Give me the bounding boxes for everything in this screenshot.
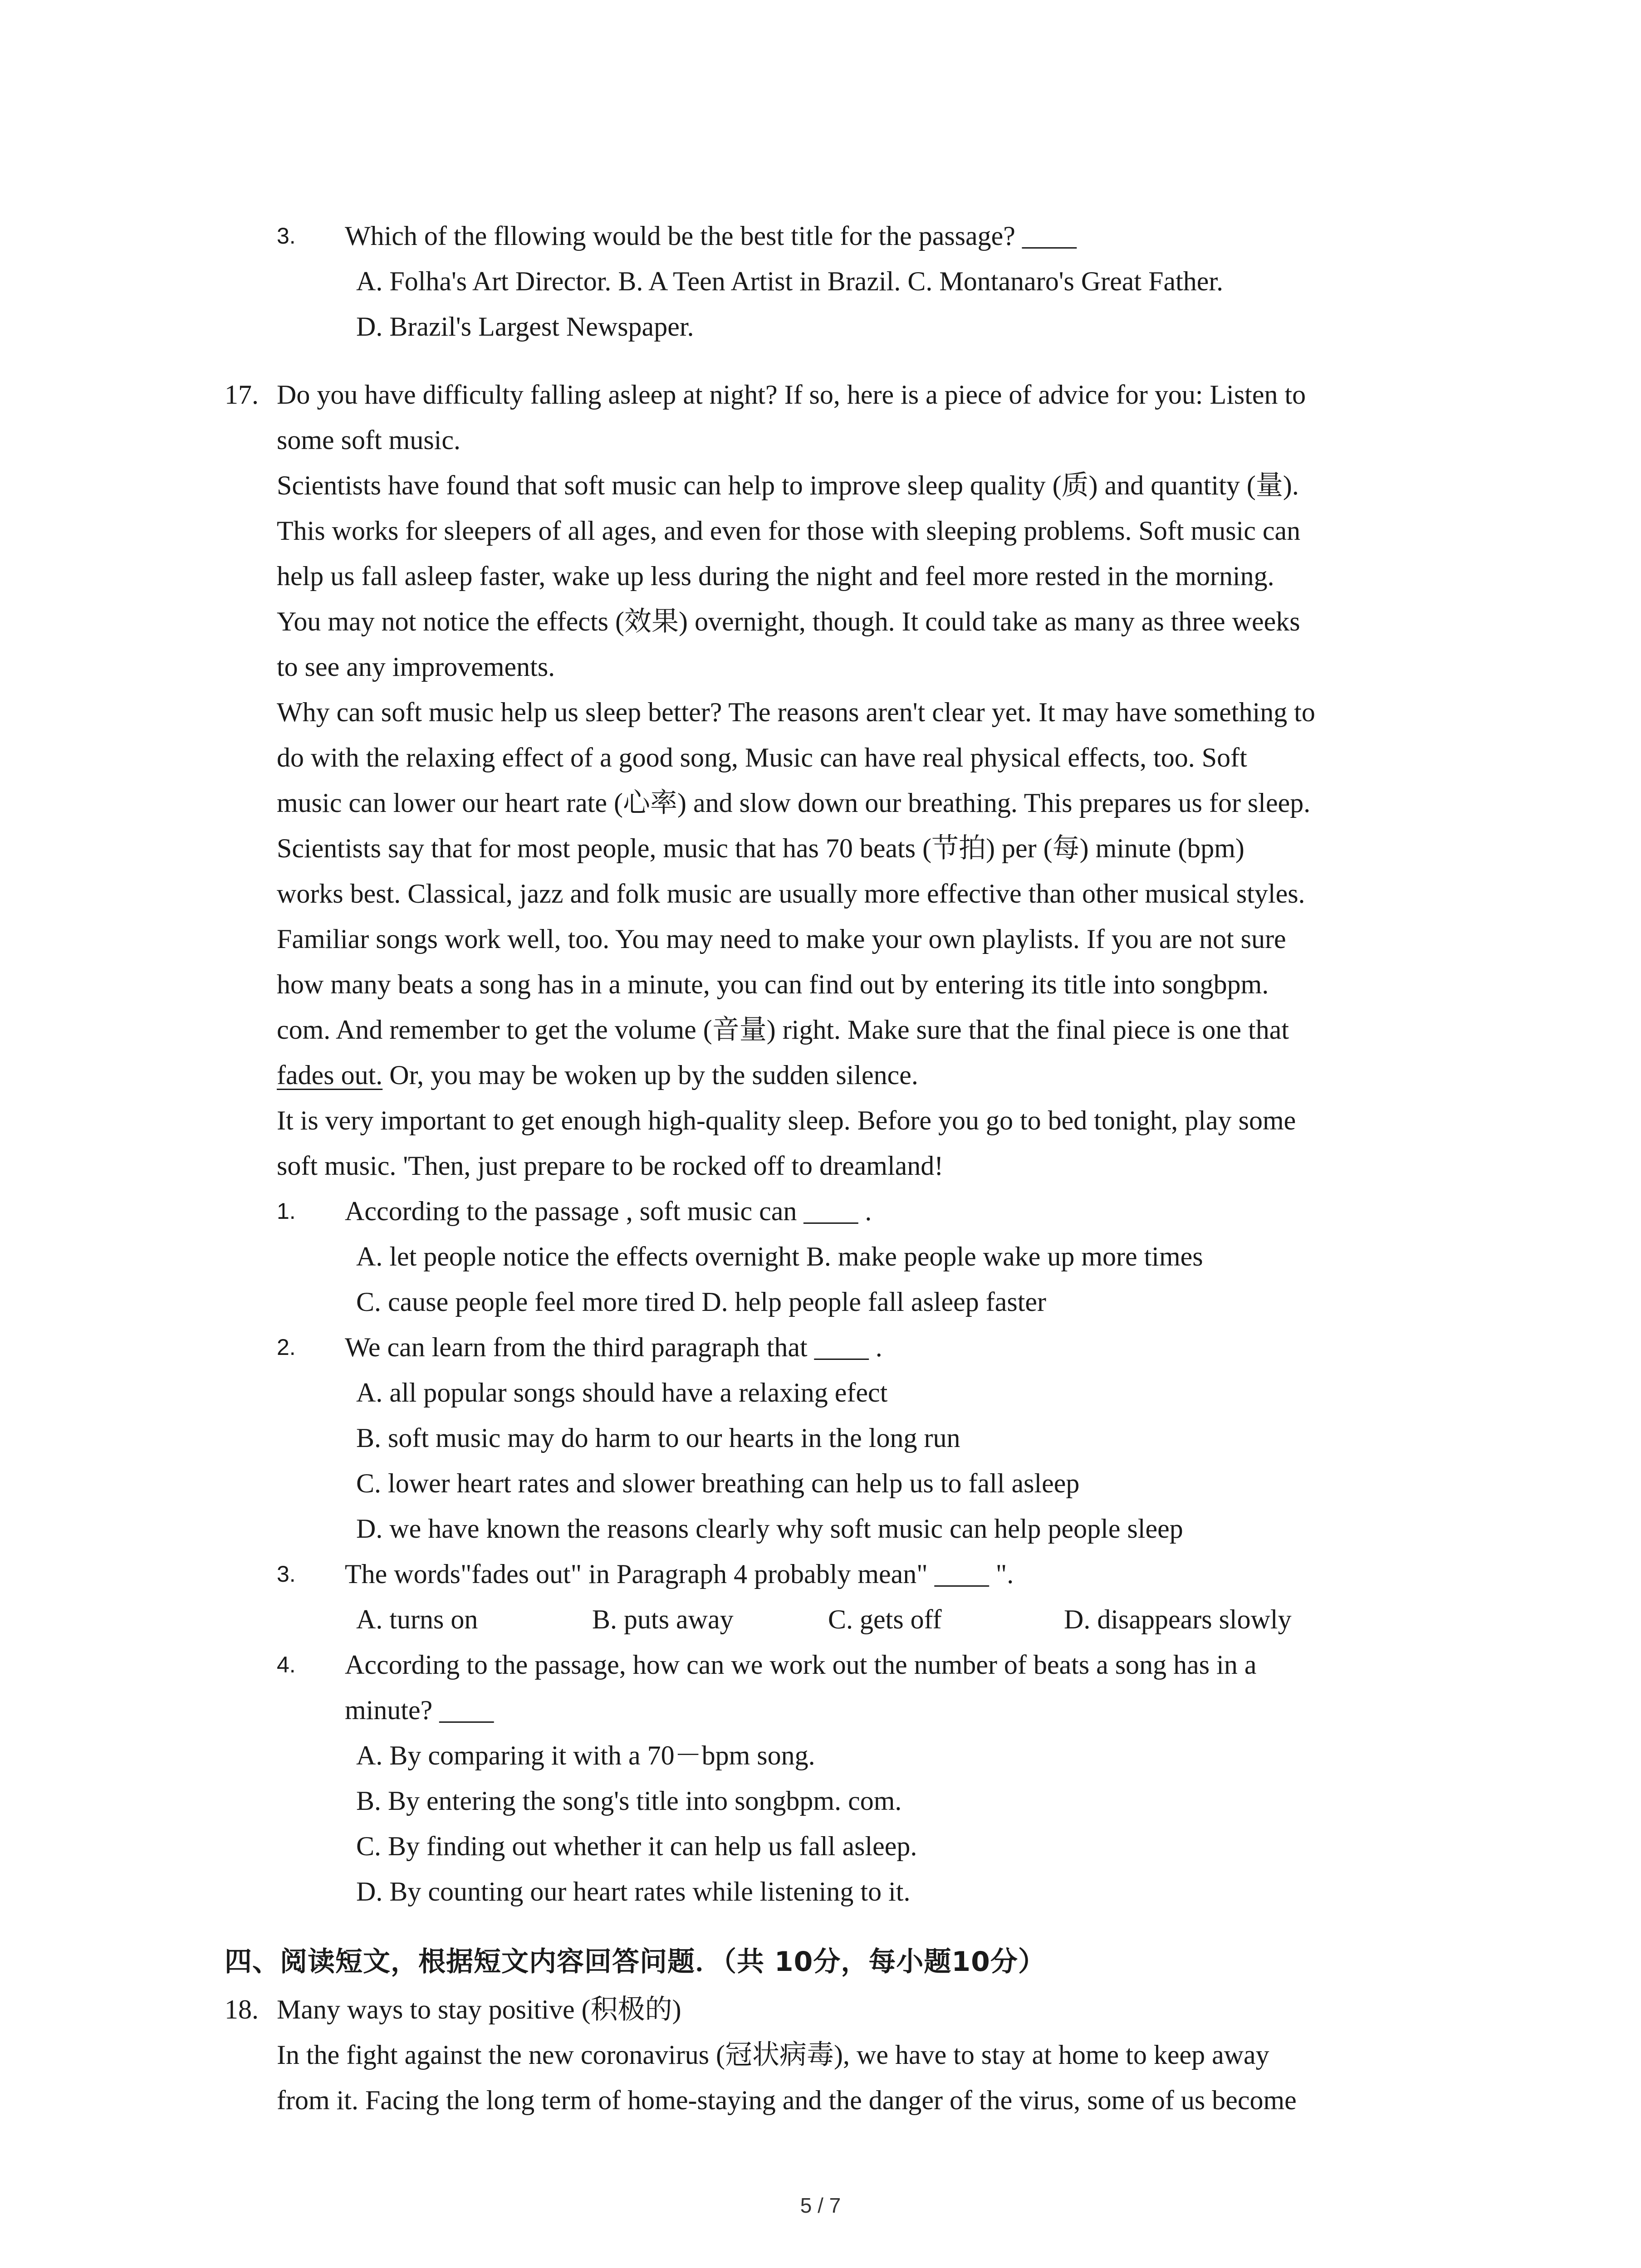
q17-line: do with the relaxing effect of a good song, Music can have real physical effects, too. Soft	[277, 743, 1247, 772]
q16-sub3-number: 3.	[277, 223, 296, 249]
q17-line: how many beats a song has in a minute, you can find out by entering its title into songbpm.	[277, 969, 1269, 999]
q17-sub2-option-c: C. lower heart rates and slower breathing can help us to fall asleep	[356, 1468, 1080, 1498]
q16-sub3	[225, 213, 1450, 259]
q18-title: Many ways to stay positive (积极的)	[277, 1994, 681, 2024]
q17-sub3-option-c: C. gets off	[828, 1604, 942, 1634]
page-number: 5 / 7	[800, 2194, 841, 2217]
q17-sub1-number: 1.	[277, 1198, 296, 1224]
section-heading: 四、阅读短文，根据短文内容回答问题．（共 10分，每小题10分）	[225, 1946, 1046, 1978]
q17-line: help us fall asleep faster, wake up less during the night and feel more rested in the morning.	[277, 561, 1274, 591]
underlined-phrase: fades out.	[277, 1060, 383, 1090]
q16-sub3-options-1: A. Folha's Art Director. B. A Teen Artist in Brazil. C. Montanaro's Great Father.	[356, 266, 1224, 296]
q17-sub3-number: 3.	[277, 1561, 296, 1587]
q17-sub2-option-b: B. soft music may do harm to our hearts in the long run	[356, 1423, 960, 1453]
q17-sub4-number: 4.	[277, 1652, 296, 1677]
q17-sub4-option-c: C. By finding out whether it can help us fall asleep.	[356, 1831, 917, 1861]
q18-number: 18.	[225, 1994, 259, 2024]
q17-line: Familiar songs work well, too. You may need to make your own playlists. If you are not sure	[277, 924, 1286, 954]
q17-sub2	[225, 1325, 1450, 1370]
q17-sub2-number: 2.	[277, 1334, 296, 1360]
q17-line: Why can soft music help us sleep better? The reasons aren't clear yet. It may have something to	[277, 697, 1315, 727]
q17-sub3-option-a: A. turns on	[356, 1604, 478, 1634]
q17-sub4-stem: According to the passage, how can we work out the number of beats a song has in a	[345, 1650, 1257, 1680]
q17-sub3-option-d: D. disappears slowly	[1064, 1604, 1292, 1634]
q17-line: It is very important to get enough high-quality sleep. Before you go to bed tonight, play some	[277, 1105, 1296, 1135]
q17-sub1-stem: According to the passage , soft music can ____ .	[345, 1196, 872, 1226]
q18-line: from it. Facing the long term of home-staying and the danger of the virus, some of us become	[277, 2085, 1297, 2115]
q17-sub4-stem-cont: minute? ____	[345, 1695, 494, 1725]
q17-line: soft music. 'Then, just prepare to be rocked off to dreamland!	[277, 1151, 944, 1181]
q17-sub1-options-2: C. cause people feel more tired D. help people fall asleep faster	[356, 1287, 1047, 1317]
q17-line-rest: Or, you may be woken up by the sudden silence.	[382, 1060, 918, 1090]
q17-sub4-option-d: D. By counting our heart rates while listening to it.	[356, 1877, 911, 1906]
q17-sub3-option-b: B. puts away	[592, 1604, 734, 1634]
q17-line: music can lower our heart rate (心率) and slow down our breathing. This prepares us for sleep.	[277, 788, 1311, 818]
q17-line: com. And remember to get the volume (音量) right. Make sure that the final piece is one that	[277, 1015, 1289, 1045]
q17-line: Scientists have found that soft music can help to improve sleep quality (质) and quantity (量).	[277, 470, 1299, 500]
q17-sub4-option-b: B. By entering the song's title into songbpm. com.	[356, 1786, 902, 1816]
q16-sub3-options-2: D. Brazil's Largest Newspaper.	[356, 312, 694, 342]
q17-sub1-options-1: A. let people notice the effects overnight B. make people wake up more times	[356, 1242, 1203, 1271]
q17-sub3-stem: The words"fades out" in Paragraph 4 probably mean" ____ ".	[345, 1559, 1014, 1589]
q18-line: In the fight against the new coronavirus (冠状病毒), we have to stay at home to keep away	[277, 2040, 1269, 2070]
q17-passage	[225, 372, 1450, 1188]
q16-sub3-stem: Which of the fllowing would be the best title for the passage? ____	[345, 221, 1077, 251]
q17-sub1	[225, 1188, 1450, 1234]
q17-sub2-option-a: A. all popular songs should have a relaxing efect	[356, 1378, 888, 1408]
q17-sub4	[225, 1642, 1450, 1687]
q17-sub4-option-a: A. By comparing it with a 70－bpm song.	[356, 1740, 815, 1770]
q17-sub3-options	[225, 1597, 1450, 1642]
q17-line: works best. Classical, jazz and folk music are usually more effective than other musical styles.	[277, 879, 1305, 909]
q17-line: Scientists say that for most people, music that has 70 beats (节拍) per (每) minute (bpm)	[277, 833, 1244, 863]
page-content	[225, 213, 1450, 2123]
q17-line-fades-out	[277, 1052, 1450, 1098]
q17-line: Do you have difficulty falling asleep at night? If so, here is a piece of advice for you: Listen to	[277, 380, 1306, 410]
q17-line: You may not notice the effects (效果) overnight, though. It could take as many as three weeks	[277, 606, 1300, 636]
q17-sub2-option-d: D. we have known the reasons clearly why soft music can help people sleep	[356, 1514, 1183, 1544]
q17-number: 17.	[225, 380, 259, 410]
q17-line: to see any improvements.	[277, 652, 555, 682]
q17-sub3	[225, 1551, 1450, 1597]
q17-line: some soft music.	[277, 425, 460, 455]
q18-passage	[225, 1987, 1450, 2123]
q17-line: This works for sleepers of all ages, and even for those with sleeping problems. Soft music can	[277, 516, 1301, 546]
q17-sub2-stem: We can learn from the third paragraph that ____ .	[345, 1332, 882, 1362]
